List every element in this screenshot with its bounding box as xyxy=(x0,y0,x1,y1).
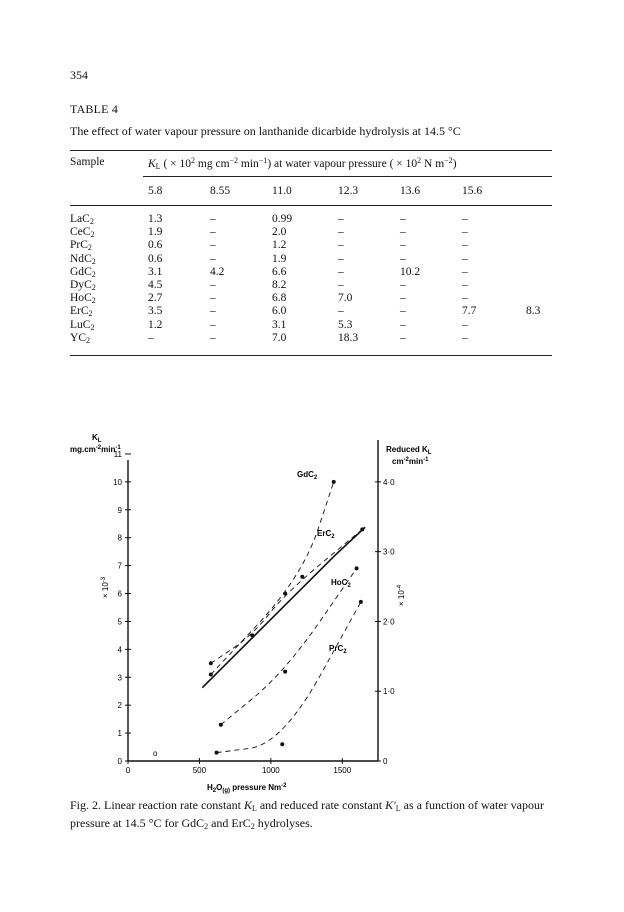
right-axis-label-reduced: Reduced $K_L$ xyxy=(386,445,432,456)
table-cell: – xyxy=(400,279,406,291)
right-tick-label: 2·0 xyxy=(383,617,395,627)
header-sup-a: 2 xyxy=(191,156,196,165)
series-lines-group xyxy=(202,482,365,753)
sample-subscript: 2 xyxy=(87,243,92,253)
label-prc2: PrC$_2$ xyxy=(329,644,347,655)
caption-part-b: and reduced rate constant xyxy=(256,798,386,812)
sample-element: Ce xyxy=(70,226,83,239)
x-tick-label: 500 xyxy=(192,766,207,775)
table-cell: – xyxy=(462,226,468,239)
data-point xyxy=(209,672,213,676)
table-cell: – xyxy=(400,239,406,252)
table-cell: 0.99 xyxy=(272,213,293,225)
table-cell: 4.2 xyxy=(210,265,225,278)
table-cell: – xyxy=(462,331,468,344)
table-label: TABLE 4 xyxy=(70,102,119,116)
sample-element: Gd xyxy=(70,265,85,278)
data-point xyxy=(219,723,223,727)
sample-subscript: 2 xyxy=(91,256,96,266)
sample-element: Ho xyxy=(70,292,85,305)
table-cell: – xyxy=(210,239,216,252)
table-cell: – xyxy=(210,252,216,265)
table-cell: – xyxy=(210,292,216,305)
caption-k2-sub: L xyxy=(395,804,401,813)
table-cell: – xyxy=(338,239,344,252)
table-cell: – xyxy=(400,252,406,265)
table-bottom-rule xyxy=(70,355,552,356)
table-cell: – xyxy=(338,279,344,291)
right-tick-label: 0 xyxy=(383,757,388,766)
header-part-a: ( × 10 xyxy=(160,158,192,170)
left-tick-label: 10 xyxy=(113,477,122,487)
table-cell: – xyxy=(210,318,216,331)
sample-cell xyxy=(70,319,94,332)
figure-caption xyxy=(70,798,560,834)
label-erc2: ErC$_2$ xyxy=(317,529,335,540)
table-cell: – xyxy=(210,331,216,344)
label-hoc2: HoC$_2$ xyxy=(331,578,351,589)
table-cell: 0.6 xyxy=(148,252,163,265)
left-scale-note: × $10^{-3}$ xyxy=(101,576,110,598)
data-point xyxy=(250,633,254,637)
sample-cell xyxy=(70,226,94,239)
sample-subscript: 2 xyxy=(91,269,96,279)
series-points-group xyxy=(209,480,364,755)
right-tick-label: 3·0 xyxy=(383,547,395,557)
table-cell: – xyxy=(462,265,468,278)
table-header-bottom-rule xyxy=(70,205,552,206)
left-tick-label: 9 xyxy=(117,505,122,515)
left-tick-label: 7 xyxy=(117,561,122,571)
figure-2-chart xyxy=(0,420,624,800)
left-tick-label: 4 xyxy=(117,645,122,655)
data-point xyxy=(300,575,304,579)
sample-carbon: C xyxy=(82,213,90,225)
header-part-f: ) xyxy=(452,158,457,170)
table-cell: – xyxy=(210,305,216,318)
pressure-header-cell: 15.6 xyxy=(462,185,483,197)
data-point xyxy=(283,670,287,674)
table-mid-rule xyxy=(143,176,552,177)
table-cell: – xyxy=(400,292,406,305)
table-cell: – xyxy=(400,305,406,318)
table-cell: 3.5 xyxy=(148,305,163,318)
table-cell: – xyxy=(210,213,216,225)
sample-cell xyxy=(70,266,96,279)
caption-k1: K xyxy=(243,798,252,812)
data-point xyxy=(215,751,219,755)
header-part-e: N m xyxy=(421,158,445,170)
table-cell: 7.0 xyxy=(338,292,353,305)
caption-er-sub: 2 xyxy=(250,822,255,831)
pressure-header-cell: 12.3 xyxy=(338,185,359,197)
table-cell: 2.7 xyxy=(148,292,163,305)
table-cell: – xyxy=(462,292,468,305)
table-cell: – xyxy=(400,213,406,225)
sample-element: Y xyxy=(70,331,79,344)
table-cell: – xyxy=(210,279,216,291)
sample-carbon: C xyxy=(78,331,86,344)
sample-subscript: 2 xyxy=(91,296,96,306)
data-point xyxy=(209,661,213,665)
table-cell: 3.1 xyxy=(148,265,163,278)
label-gdc2: GdC$_2$ xyxy=(297,470,318,481)
header-part-b: mg cm xyxy=(195,158,230,170)
table-cell: – xyxy=(400,226,406,239)
sample-cell xyxy=(70,305,93,318)
header-k-symbol: K xyxy=(148,158,156,170)
left-tick-label: 11 xyxy=(113,449,122,459)
table-cell: 6.8 xyxy=(272,292,287,305)
sample-carbon: C xyxy=(84,292,92,305)
caption-gd-sub: 2 xyxy=(204,822,209,831)
series-line-erc2-reduced xyxy=(202,527,365,688)
left-tick-label: 1 xyxy=(117,729,122,739)
left-tick-label: 5 xyxy=(117,617,122,627)
table-cell: – xyxy=(338,305,344,318)
caption-k2: K′ xyxy=(385,798,396,812)
table-cell: 1.2 xyxy=(148,318,163,331)
table-cell: – xyxy=(400,318,406,331)
caption-part-d: and ErC xyxy=(208,816,251,830)
table-cell: 8.2 xyxy=(272,279,287,291)
table-cell: – xyxy=(462,239,468,252)
table-cell: 1.9 xyxy=(272,252,287,265)
header-part-c: min xyxy=(238,158,259,170)
sample-subscript: 2 xyxy=(85,335,90,345)
sample-element: La xyxy=(70,213,83,225)
sample-element: Nd xyxy=(70,252,85,265)
caption-part-c: as a function of water vapour pressure at 14.5 °C for GdC xyxy=(70,798,544,830)
left-axis-label-k: $K_L$ xyxy=(92,433,102,444)
table-cell: 1.9 xyxy=(148,226,163,239)
sample-subscript: 2 xyxy=(88,309,93,319)
header-k-sub: L xyxy=(155,162,161,171)
header-part-d: ) at water vapour pressure ( × 10 xyxy=(267,158,418,170)
table-caption: The effect of water vapour pressure on lanthanide dicarbide hydrolysis at 14.5 °C xyxy=(70,124,461,138)
table-cell: 4.5 xyxy=(148,279,163,291)
x-tick-label: 0 xyxy=(125,766,131,775)
caption-k1-sub: L xyxy=(251,804,257,813)
sample-cell xyxy=(70,292,96,305)
sample-carbon: C xyxy=(82,318,91,331)
header-sup-b: −2 xyxy=(229,156,239,165)
table-cell: 1.3 xyxy=(148,213,163,225)
sample-cell xyxy=(70,213,94,226)
data-point xyxy=(360,527,364,531)
pressure-header-cell: 8.55 xyxy=(210,185,231,197)
data-point xyxy=(283,592,287,596)
data-point xyxy=(355,566,359,570)
table-cell: 7.7 xyxy=(462,305,477,318)
caption-part-a: Fig. 2. Linear reaction rate constant xyxy=(70,798,244,812)
pressure-header-cell: 11.0 xyxy=(272,185,292,197)
sample-carbon: C xyxy=(80,239,88,252)
left-tick-label: 3 xyxy=(117,673,122,683)
sample-carbon: C xyxy=(82,226,91,239)
table-cell: – xyxy=(462,213,468,225)
table-top-rule xyxy=(70,150,552,151)
pressure-header-cell: 5.8 xyxy=(148,185,163,197)
table-cell: – xyxy=(462,252,468,265)
table-cell: – xyxy=(462,279,468,291)
table-cell: 5.3 xyxy=(338,318,353,331)
origin-point-label: o xyxy=(153,749,158,758)
sample-subscript: 2 xyxy=(89,217,94,226)
sample-cell xyxy=(70,253,96,266)
sample-cell xyxy=(70,332,90,345)
sample-subscript: 2 xyxy=(91,283,96,292)
table-cell: 8.3 xyxy=(526,305,541,318)
table-cell: – xyxy=(462,318,468,331)
header-rate-constant xyxy=(148,156,457,171)
table-cell: 1.2 xyxy=(272,239,287,252)
x-tick-label: 1000 xyxy=(261,766,280,775)
table-cell: 6.0 xyxy=(272,305,287,318)
header-sup-d: 2 xyxy=(417,156,422,165)
sample-element: Pr xyxy=(70,239,81,252)
sample-cell xyxy=(70,279,96,292)
sample-cell xyxy=(70,239,92,252)
table-cell: 0.6 xyxy=(148,239,163,252)
data-point xyxy=(359,600,363,604)
table-cell: – xyxy=(338,265,344,278)
series-line-gdc2 xyxy=(211,482,334,675)
header-sup-e: −2 xyxy=(444,156,453,165)
left-tick-label: 8 xyxy=(117,533,122,543)
sample-carbon: C xyxy=(84,265,92,278)
x-axis-label: $H_2O_{(g)}$ pressure $Nm^{-2}$ xyxy=(207,783,287,794)
right-tick-label: 4·0 xyxy=(383,477,395,487)
table-cell: – xyxy=(338,252,344,265)
left-tick-label: 0 xyxy=(117,757,122,766)
chart-axes xyxy=(128,440,378,761)
sample-element: Er xyxy=(70,305,81,318)
table-cell: 2.0 xyxy=(272,226,287,239)
page-number: 354 xyxy=(70,68,88,82)
header-sample: Sample xyxy=(70,156,105,168)
table-cell: 7.0 xyxy=(272,331,287,344)
sample-carbon: C xyxy=(80,305,89,318)
sample-carbon: C xyxy=(84,252,92,265)
table-cell: – xyxy=(210,226,216,239)
right-scale-note: × $10^{-4}$ xyxy=(397,584,406,606)
left-axis-label-units: $mg.cm^{-2}\min^{-1}$ xyxy=(70,445,121,454)
sample-subscript: 2 xyxy=(90,322,95,332)
table-cell: – xyxy=(338,226,344,239)
series-line-prc2 xyxy=(217,602,361,753)
sample-subscript: 2 xyxy=(90,230,95,240)
x-tick-label: 1500 xyxy=(333,766,352,775)
table-cell: 6.6 xyxy=(272,265,287,278)
data-point xyxy=(280,742,284,746)
left-tick-label: 2 xyxy=(117,701,122,711)
table-cell: – xyxy=(400,331,406,344)
pressure-header-cell: 13.6 xyxy=(400,185,421,197)
table-cell: – xyxy=(148,331,154,344)
data-point xyxy=(332,480,336,484)
sample-carbon: C xyxy=(84,279,92,291)
left-tick-label: 6 xyxy=(117,589,122,599)
right-tick-label: 1·0 xyxy=(383,687,395,697)
table-cell: 10.2 xyxy=(400,265,421,278)
table-cell: – xyxy=(338,213,344,225)
table-cell: 18.3 xyxy=(338,331,359,344)
sample-element: Dy xyxy=(70,279,85,291)
right-axis-label-units: $cm^{-2}\min^{-1}$ xyxy=(392,457,429,466)
caption-part-e: hydrolyses. xyxy=(254,816,313,830)
table-cell: 3.1 xyxy=(272,318,287,331)
header-sup-c: −1 xyxy=(258,156,268,165)
sample-element: Lu xyxy=(70,318,83,331)
